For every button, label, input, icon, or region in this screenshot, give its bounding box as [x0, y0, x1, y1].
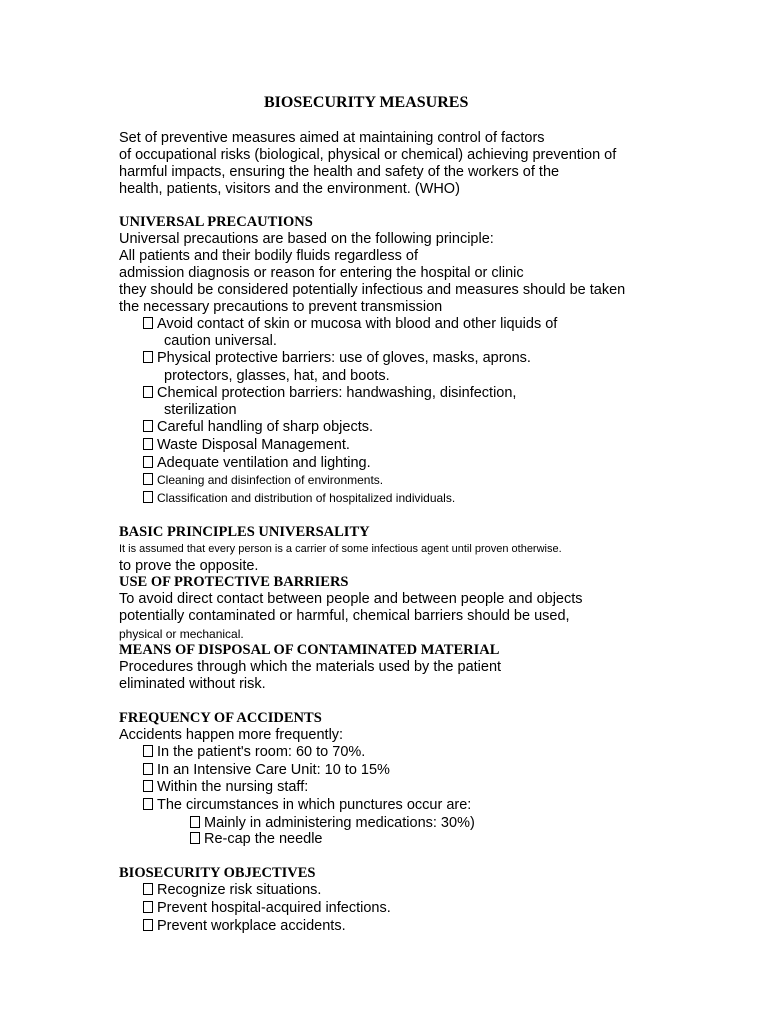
bullet-item: Chemical protection barriers: handwashing, disinfection,	[143, 385, 516, 402]
section-heading-objectives: BIOSECURITY OBJECTIVES	[119, 865, 316, 881]
bullet-item: Adequate ventilation and lighting.	[143, 455, 371, 472]
section-heading-basic-principles: BASIC PRINCIPLES UNIVERSALITY	[119, 524, 370, 540]
bullet-item: Avoid contact of skin or mucosa with blood and other liquids of	[143, 316, 557, 333]
basic-line: It is assumed that every person is a carrier of some infectious agent until proven otherwise.	[119, 543, 562, 555]
checkbox-bullet-icon	[143, 473, 153, 485]
intro-line: harmful impacts, ensuring the health and safety of the workers of the	[119, 164, 560, 180]
checkbox-bullet-icon	[143, 780, 153, 792]
intro-line: Set of preventive measures aimed at maintaining control of factors	[119, 130, 545, 146]
section-heading-frequency: FREQUENCY OF ACCIDENTS	[119, 710, 322, 726]
checkbox-bullet-icon	[143, 420, 153, 432]
checkbox-bullet-icon	[190, 832, 200, 844]
bullet-item: Prevent hospital-acquired infections.	[143, 900, 391, 917]
bullet-item: Classification and distribution of hospitalized individuals.	[143, 490, 455, 507]
checkbox-bullet-icon	[143, 438, 153, 450]
bullet-item: In the patient's room: 60 to 70%.	[143, 744, 365, 761]
checkbox-bullet-icon	[143, 386, 153, 398]
section-heading-disposal: MEANS OF DISPOSAL OF CONTAMINATED MATERIAL	[119, 642, 500, 658]
universal-line: All patients and their bodily fluids regardless of	[119, 248, 419, 264]
universal-line: they should be considered potentially infectious and measures should be taken	[119, 282, 626, 298]
checkbox-bullet-icon	[143, 491, 153, 503]
bullet-item: The circumstances in which punctures occur are:	[143, 797, 471, 814]
checkbox-bullet-icon	[143, 798, 153, 810]
section-heading-universal-precautions: UNIVERSAL PRECAUTIONS	[119, 214, 313, 230]
barriers-line: physical or mechanical.	[119, 627, 244, 641]
bullet-item-continuation: sterilization	[164, 402, 237, 418]
checkbox-bullet-icon	[143, 456, 153, 468]
checkbox-bullet-icon	[143, 901, 153, 913]
bullet-item: Within the nursing staff:	[143, 779, 308, 796]
sub-bullet-item: Mainly in administering medications: 30%)	[190, 815, 475, 832]
bullet-item-continuation: protectors, glasses, hat, and boots.	[164, 368, 390, 384]
intro-line: health, patients, visitors and the environment. (WHO)	[119, 181, 460, 197]
bullet-item: Cleaning and disinfection of environments.	[143, 472, 383, 489]
bullet-item: Careful handling of sharp objects.	[143, 419, 373, 436]
frequency-intro: Accidents happen more frequently:	[119, 727, 344, 743]
sub-bullet-item: Re-cap the needle	[190, 831, 323, 848]
section-heading-protective-barriers: USE OF PROTECTIVE BARRIERS	[119, 574, 349, 590]
checkbox-bullet-icon	[143, 919, 153, 931]
checkbox-bullet-icon	[190, 816, 200, 828]
checkbox-bullet-icon	[143, 763, 153, 775]
universal-line: the necessary precautions to prevent transmission	[119, 299, 443, 315]
barriers-line: potentially contaminated or harmful, chemical barriers should be used,	[119, 608, 570, 624]
checkbox-bullet-icon	[143, 883, 153, 895]
page-title: BIOSECURITY MEASURES	[264, 94, 469, 111]
checkbox-bullet-icon	[143, 317, 153, 329]
checkbox-bullet-icon	[143, 351, 153, 363]
bullet-item: Waste Disposal Management.	[143, 437, 350, 454]
universal-line: Universal precautions are based on the following principle:	[119, 231, 494, 247]
basic-line: to prove the opposite.	[119, 558, 259, 574]
bullet-item-continuation: caution universal.	[164, 333, 277, 349]
bullet-item: Prevent workplace accidents.	[143, 918, 346, 935]
intro-line: of occupational risks (biological, physical or chemical) achieving prevention of	[119, 147, 617, 163]
checkbox-bullet-icon	[143, 745, 153, 757]
disposal-line: Procedures through which the materials used by the patient	[119, 659, 502, 675]
barriers-line: To avoid direct contact between people and between people and objects	[119, 591, 583, 607]
disposal-line: eliminated without risk.	[119, 676, 266, 692]
bullet-item: In an Intensive Care Unit: 10 to 15%	[143, 762, 390, 779]
universal-line: admission diagnosis or reason for entering the hospital or clinic	[119, 265, 524, 281]
bullet-item: Physical protective barriers: use of gloves, masks, aprons.	[143, 350, 531, 367]
bullet-item: Recognize risk situations.	[143, 882, 321, 899]
